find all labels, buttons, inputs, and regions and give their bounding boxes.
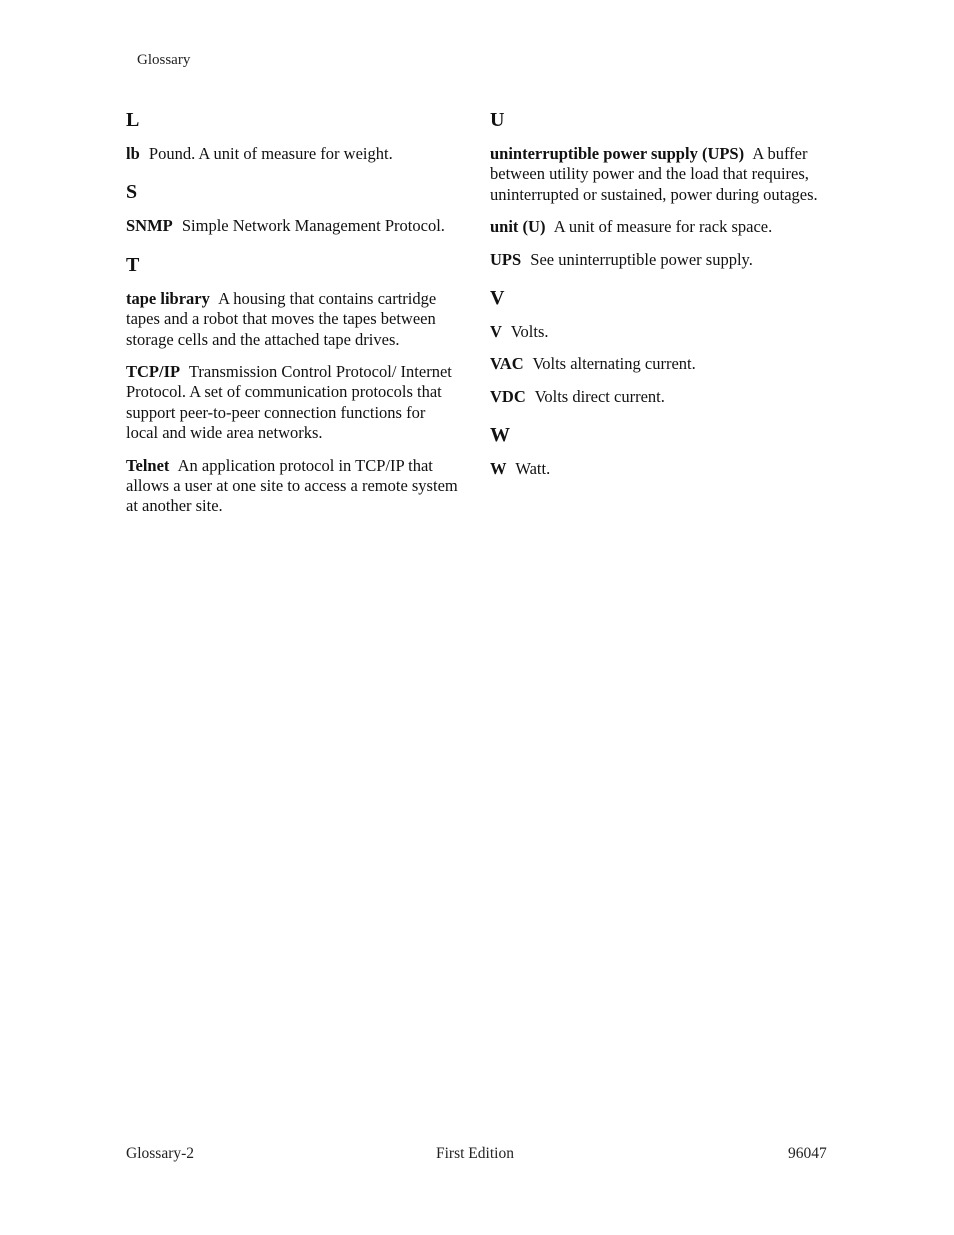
glossary-entry xyxy=(490,322,825,342)
footer-page-number: Glossary-2 xyxy=(126,1145,195,1162)
glossary-definition: Transmission Control Protocol/ Internet Protocol. A set of communication protocols that support peer-to-peer connection functions for local and wide area networks. xyxy=(126,362,452,443)
glossary-definition: Volts direct current. xyxy=(534,386,665,406)
glossary-term: UPS xyxy=(490,249,522,269)
glossary-section-v xyxy=(490,286,825,407)
section-letter: T xyxy=(126,253,140,276)
glossary-definition: Watt. xyxy=(515,459,551,479)
glossary-section-u xyxy=(490,108,825,270)
glossary-definition: See uninterruptible power supply. xyxy=(530,249,753,269)
glossary-entry xyxy=(126,216,461,236)
glossary-definition: A buffer between utility power and the load that requires, uninterrupted or sustained, power during outages. xyxy=(490,144,818,204)
glossary-term: W xyxy=(490,459,507,479)
glossary-section-w xyxy=(490,423,825,479)
glossary-entry xyxy=(126,362,461,444)
glossary-entry xyxy=(490,217,825,237)
glossary-term: SNMP xyxy=(126,216,173,236)
running-head: Glossary xyxy=(137,52,191,68)
glossary-right-column xyxy=(490,108,825,496)
glossary-entry xyxy=(490,354,825,374)
section-letter: S xyxy=(126,181,138,204)
glossary-section-l xyxy=(126,108,461,164)
section-letter: L xyxy=(126,109,140,131)
glossary-entry xyxy=(490,144,825,205)
glossary-term: tape library xyxy=(126,288,210,308)
footer-edition: First Edition xyxy=(436,1145,514,1162)
glossary-section-s xyxy=(126,180,461,236)
glossary-definition: A housing that contains cartridge tapes and a robot that moves the tapes between storage cells and the attached tape drives. xyxy=(126,288,437,349)
glossary-term: Telnet xyxy=(126,455,170,475)
glossary-definition: Volts alternating current. xyxy=(532,354,696,374)
glossary-definition: Simple Network Management Protocol. xyxy=(181,216,445,236)
glossary-term: uninterruptible power supply (UPS) xyxy=(490,144,745,163)
glossary-definition: A unit of measure for rack space. xyxy=(553,217,773,237)
glossary-left-column xyxy=(126,108,461,533)
glossary-definition: Volts. xyxy=(510,322,549,342)
glossary-term: V xyxy=(490,322,502,342)
section-letter: V xyxy=(490,287,505,310)
glossary-entry xyxy=(490,387,825,407)
glossary-section-t xyxy=(126,253,461,517)
glossary-term: VAC xyxy=(490,354,524,374)
glossary-entry xyxy=(490,250,825,270)
glossary-term: lb xyxy=(126,144,140,163)
glossary-term: unit (U) xyxy=(490,217,546,237)
glossary-entry xyxy=(126,456,461,517)
glossary-entry xyxy=(126,289,461,350)
glossary-term: VDC xyxy=(490,386,526,406)
section-letter: U xyxy=(490,109,505,131)
glossary-term: TCP/IP xyxy=(126,362,181,382)
glossary-definition: Pound. A unit of measure for weight. xyxy=(148,144,393,163)
glossary-entry xyxy=(126,144,461,164)
section-letter: W xyxy=(490,424,510,447)
glossary-definition: An application protocol in TCP/IP that allows a user at one site to access a remote system at another site. xyxy=(126,455,458,516)
footer-document-number: 96047 xyxy=(788,1145,827,1162)
glossary-entry xyxy=(490,459,825,479)
